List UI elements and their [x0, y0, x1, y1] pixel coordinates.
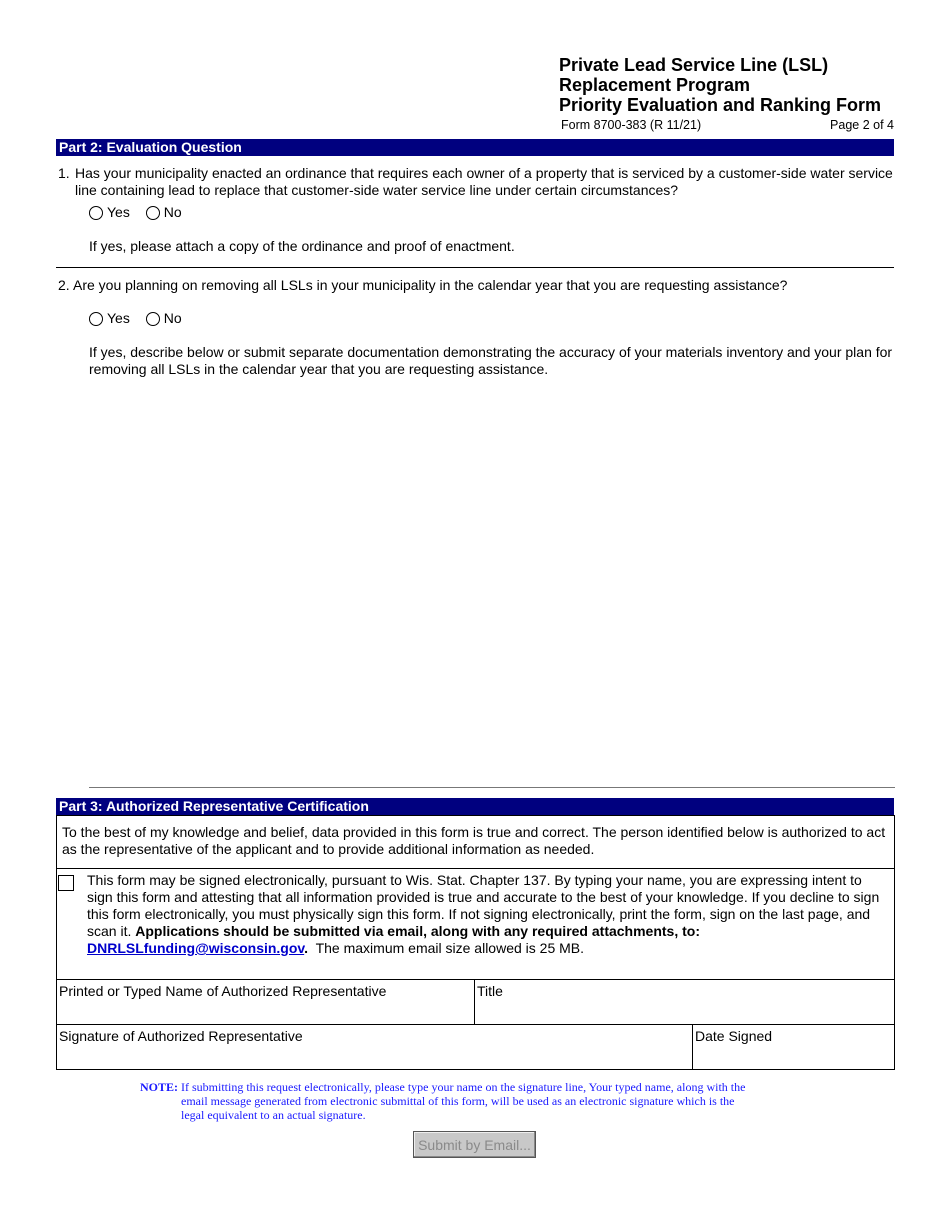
- q1-no-label: No: [163, 204, 182, 220]
- q1-text-line-2: line containing lead to replace that customer-side water service line under certain circumstances?: [75, 182, 679, 198]
- q2-number: 2.: [58, 277, 70, 293]
- q1-text-line-1: Has your municipality enacted an ordinance that requires each owner of a property that is serviced by a customer-side water service: [75, 165, 893, 181]
- part2-heading: Part 2: Evaluation Question: [56, 139, 894, 156]
- q2-followup-line-2: removing all LSLs in the calendar year that you are requesting assistance.: [89, 361, 549, 377]
- q2-yes-radio[interactable]: [89, 312, 103, 326]
- q1-yes-option[interactable]: [89, 204, 130, 220]
- title-input[interactable]: [477, 1000, 892, 1022]
- form-title-line-1: Private Lead Service Line (LSL): [559, 55, 829, 75]
- esign-checkbox[interactable]: [58, 875, 74, 891]
- note-line-3: legal equivalent to an actual signature.: [181, 1108, 366, 1122]
- row-divider-1: [56, 868, 895, 869]
- page-number: Page 2 of 4: [830, 118, 894, 132]
- esign-submission-instructions: Applications should be submitted via email, along with any required attachments, to:: [135, 923, 701, 939]
- esign-text-line-1: This form may be signed electronically, pursuant to Wis. Stat. Chapter 137. By typing your name, you are expressing intent to: [87, 872, 862, 888]
- note-line-2: email message generated from electronic submittal of this form, will be used as an electronic signature which is the: [181, 1094, 735, 1108]
- note-tag: NOTE:: [140, 1080, 179, 1094]
- row-divider-2: [56, 979, 895, 980]
- q2-text: Are you planning on removing all LSLs in your municipality in the calendar year that you are requesting assistance?: [73, 277, 788, 293]
- q2-yes-option[interactable]: [89, 310, 130, 326]
- signature-label: Signature of Authorized Representative: [59, 1028, 303, 1044]
- q1-yes-radio[interactable]: [89, 206, 103, 220]
- q1-radio-group: [89, 204, 194, 220]
- email-period: .: [304, 940, 309, 956]
- name-title-divider: [474, 979, 475, 1024]
- q2-description-field[interactable]: [89, 384, 894, 782]
- q1-yes-label: Yes: [107, 204, 130, 220]
- title-label: Title: [477, 983, 503, 999]
- form-title-line-2: Replacement Program: [559, 75, 751, 95]
- esign-text-line-3: this form electronically, you must physically sign this form. If not signing electronically, print the form, sign on the last page, and: [87, 906, 871, 922]
- date-signed-input[interactable]: [695, 1045, 892, 1067]
- row-divider-3: [56, 1024, 895, 1025]
- note-line-1: If submitting this request electronically, please type your name on the signature line, Your typed name, along with the: [178, 1080, 746, 1094]
- date-signed-label: Date Signed: [695, 1028, 773, 1044]
- submit-by-email-button[interactable]: Submit by Email...: [413, 1131, 536, 1158]
- q2-no-label: No: [163, 310, 182, 326]
- part3-heading: Part 3: Authorized Representative Certification: [56, 798, 894, 815]
- q2-radio-group: [89, 310, 194, 326]
- q2-yes-label: Yes: [107, 310, 130, 326]
- certification-statement-line-2: as the representative of the applicant and to provide additional information as needed.: [62, 841, 595, 857]
- name-input[interactable]: [58, 1000, 472, 1022]
- signature-date-divider: [692, 1024, 693, 1069]
- q1-no-option[interactable]: [146, 204, 182, 220]
- certification-statement-line-1: To the best of my knowledge and belief, data provided in this form is true and correct. The person identified below is authorized to act: [62, 824, 886, 840]
- q1-number: 1.: [58, 165, 70, 181]
- electronic-signature-note: [140, 1080, 780, 1122]
- esign-scan-text: scan it.: [87, 923, 136, 939]
- name-label: Printed or Typed Name of Authorized Representative: [59, 983, 387, 999]
- q2-no-option[interactable]: [146, 310, 182, 326]
- description-bottom-rule: [89, 787, 895, 788]
- q2-followup-line-1: If yes, describe below or submit separate documentation demonstrating the accuracy of your materials inventory and your plan for: [89, 344, 893, 360]
- email-link[interactable]: DNRLSLfunding@wisconsin.gov: [87, 940, 305, 956]
- esign-text-line-5: [87, 940, 584, 958]
- section-divider: [56, 267, 894, 268]
- signature-input[interactable]: [58, 1045, 690, 1067]
- esign-text-line-4: [87, 923, 700, 941]
- form-number: Form 8700-383 (R 11/21): [561, 118, 702, 132]
- esign-text-line-2: sign this form and attesting that all information provided is true and accurate to the best of your knowledge. If you decline to sign: [87, 889, 880, 905]
- q2-no-radio[interactable]: [146, 312, 160, 326]
- form-title-line-3: Priority Evaluation and Ranking Form: [559, 95, 882, 115]
- q1-followup: If yes, please attach a copy of the ordinance and proof of enactment.: [89, 238, 515, 254]
- max-email-size: The maximum email size allowed is 25 MB.: [308, 940, 585, 956]
- q1-no-radio[interactable]: [146, 206, 160, 220]
